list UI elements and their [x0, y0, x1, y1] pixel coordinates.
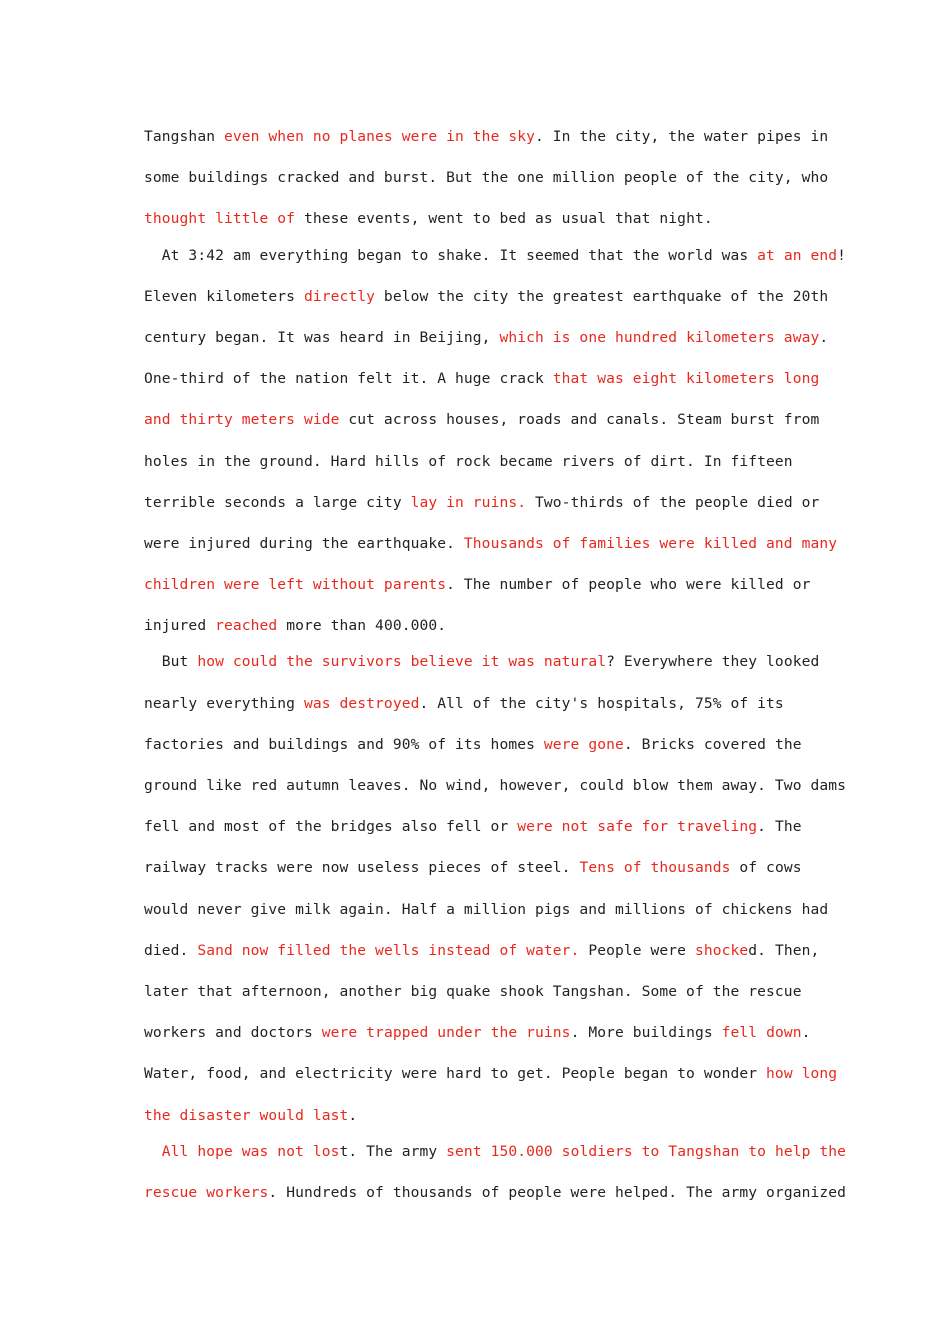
highlighted-phrase: and thirty meters wide — [144, 411, 340, 429]
highlighted-phrase: were gone — [543, 735, 624, 753]
document-body — [144, 120, 847, 1217]
text-segment: . In the city, the water pipes in — [535, 128, 829, 145]
text-segment: . All of the city's hospitals, 75% of its — [419, 694, 784, 712]
text-segment: . More buildings — [570, 1024, 722, 1042]
highlighted-phrase: thought little of — [144, 210, 296, 228]
text-segment: One-third of the nation felt it. A huge crack — [144, 370, 553, 388]
text-segment: Water, food, and electricity were hard to get. People began to wonder — [144, 1065, 767, 1083]
text-line — [144, 687, 812, 728]
highlighted-phrase: lay in ruins. — [410, 493, 527, 511]
highlighted-phrase: Tens of thousands — [579, 859, 731, 877]
text-segment: workers and doctors — [144, 1024, 322, 1042]
text-line — [144, 769, 847, 810]
highlighted-phrase: that was eight kilometers long — [552, 370, 820, 388]
text-line — [144, 486, 820, 527]
highlighted-phrase: Thousands of families were killed and many — [463, 534, 838, 552]
text-line — [144, 202, 812, 243]
text-segment: some buildings cracked and burst. But the one million people of the city, who — [144, 169, 829, 187]
text-segment: ground like red autumn leaves. No wind, however, could blow them away. Two dams — [144, 777, 847, 794]
highlighted-phrase: even when no planes were in the sky — [223, 128, 536, 145]
text-segment: fell and most of the bridges also fell or — [144, 818, 518, 836]
text-segment — [144, 1143, 162, 1160]
highlighted-phrase: fell down — [721, 1024, 802, 1042]
text-segment: . The — [757, 818, 802, 836]
text-segment: . Bricks covered the — [623, 735, 802, 753]
text-line — [144, 445, 812, 486]
text-segment: . Hundreds of thousands of people were helped. The army organized — [268, 1183, 847, 1201]
text-segment: below the city the greatest earthquake of the 20th — [375, 287, 829, 305]
text-segment: of cows — [730, 859, 802, 877]
text-segment: At 3:42 am everything began to shake. It seemed that the world was — [144, 246, 758, 264]
highlighted-phrase: how long — [766, 1065, 838, 1083]
text-segment: . The number of people who were killed or — [446, 576, 811, 594]
text-line — [144, 1016, 812, 1057]
text-line — [144, 280, 829, 321]
text-line — [144, 568, 812, 609]
text-line — [144, 1135, 847, 1176]
text-segment: nearly everything — [144, 694, 304, 712]
text-segment: factories and buildings and 90% of its homes — [144, 735, 544, 753]
text-line — [144, 161, 829, 202]
highlighted-phrase: All hope was not los — [161, 1142, 340, 1160]
text-line — [144, 239, 847, 280]
text-segment: more than 400.000. — [277, 617, 447, 635]
text-line — [144, 1057, 838, 1098]
text-line — [144, 810, 812, 851]
text-segment: Tangshan — [144, 128, 224, 145]
highlighted-phrase: sent 150.000 soldiers to Tangshan to help the — [446, 1142, 847, 1160]
highlighted-phrase: how could the survivors believe it was natural — [197, 653, 607, 671]
text-segment: Two-thirds of the people died or — [526, 493, 820, 511]
text-line — [144, 975, 812, 1016]
text-segment: these events, went to bed as usual that night. — [295, 210, 713, 228]
highlighted-phrase: at an end — [757, 246, 838, 264]
highlighted-phrase: the disaster would last — [144, 1106, 349, 1124]
text-line — [144, 527, 838, 568]
highlighted-phrase: children were left without parents — [144, 576, 447, 594]
text-segment: . — [348, 1106, 358, 1124]
text-segment: holes in the ground. Hard hills of rock became rivers of dirt. In fifteen — [144, 452, 793, 470]
text-line — [144, 1176, 847, 1217]
text-segment: . — [801, 1024, 811, 1042]
highlighted-phrase: was destroyed — [303, 694, 420, 712]
text-segment: ! — [837, 246, 847, 264]
text-segment: t. The army — [339, 1142, 447, 1160]
text-segment: later that afternoon, another big quake shook Tangshan. Some of the rescue — [144, 982, 802, 1000]
highlighted-phrase: were trapped under the ruins — [321, 1024, 571, 1042]
text-line — [144, 1099, 812, 1140]
text-segment: ? Everywhere they looked — [606, 653, 820, 671]
text-line — [144, 645, 820, 686]
text-line — [144, 728, 812, 769]
text-segment: died. — [144, 941, 198, 959]
text-segment: would never give milk again. Half a million pigs and millions of chickens had — [144, 900, 829, 918]
text-line — [144, 403, 820, 444]
text-line — [144, 851, 812, 892]
text-line — [144, 934, 820, 975]
text-segment: were injured during the earthquake. — [144, 534, 464, 552]
text-segment: railway tracks were now useless pieces of steel. — [144, 859, 580, 877]
text-line — [144, 321, 829, 362]
text-line — [144, 120, 829, 161]
text-segment: terrible seconds a large city — [144, 493, 411, 511]
highlighted-phrase: directly — [303, 287, 376, 305]
text-segment: But — [144, 653, 198, 671]
text-line — [144, 362, 820, 403]
highlighted-phrase: reached — [215, 617, 278, 635]
text-segment: Eleven kilometers — [144, 287, 304, 305]
highlighted-phrase: which is one hundred kilometers away — [499, 328, 820, 346]
text-segment: cut across houses, roads and canals. Steam burst from — [339, 411, 820, 429]
highlighted-phrase: shocke — [694, 941, 749, 959]
text-line — [144, 893, 829, 934]
highlighted-phrase: Sand now filled the wells instead of water. — [197, 941, 580, 959]
highlighted-phrase: rescue workers — [144, 1183, 269, 1201]
text-segment: century began. It was heard in Beijing, — [144, 328, 500, 346]
text-segment: d. Then, — [748, 941, 820, 959]
text-segment: . — [819, 328, 829, 346]
text-line — [144, 609, 812, 650]
text-segment: People were — [579, 941, 695, 959]
highlighted-phrase: were not safe for traveling — [517, 818, 758, 836]
text-segment: injured — [144, 617, 216, 635]
